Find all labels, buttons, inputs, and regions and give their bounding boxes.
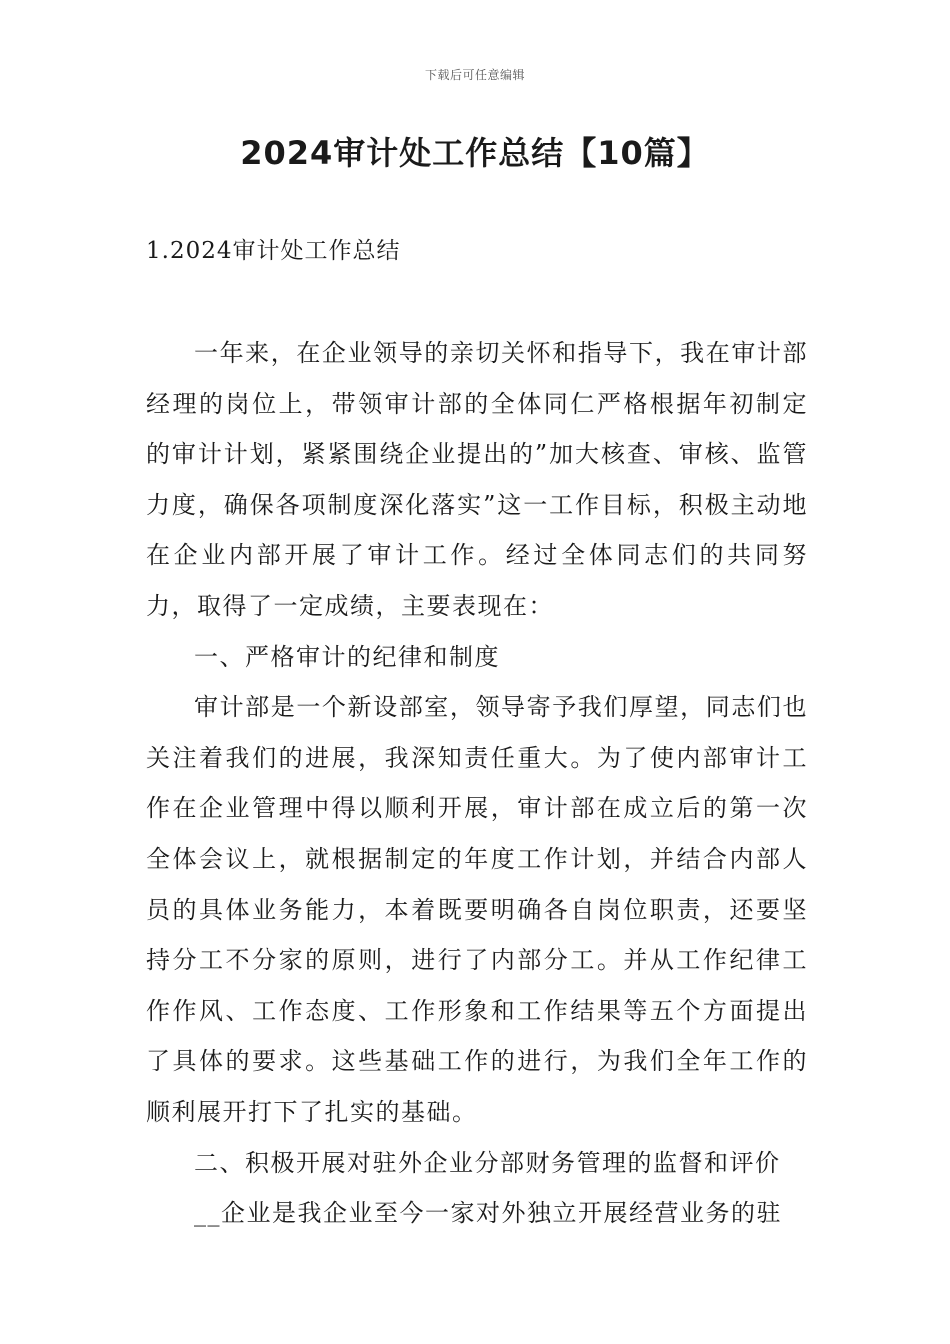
document-title: 2024审计处工作总结【10篇】: [240, 134, 710, 172]
subheading-supervision: 二、积极开展对驻外企业分部财务管理的监督和评价: [194, 1148, 781, 1177]
paragraph-discipline: 审计部是一个新设部室，领导寄予我们厚望，同志们也关注着我们的进展，我深知责任重大。为了使内部审计工作在企业管理中得以顺利开展，审计部在成立后的第一次全体会议上，就根据制定的年度工作计划，并结合内部人员的具体业务能力，本着既要明确各自岗位职责，还要坚持分工不分家的原则，进行了内部分工。并从工作纪律工作作风、工作态度、工作形象和工作结果等五个方面提出了具体的要求。这些基础工作的进行，为我们全年工作的顺利展开打下了扎实的基础。: [146, 693, 808, 1126]
section-heading: 1.2024审计处工作总结: [146, 238, 401, 264]
document-body: [146, 328, 808, 1239]
paragraph-supervision: __企业是我企业至今一家对外独立开展经营业务的驻: [194, 1199, 782, 1228]
header-note: 下载后可任意编辑: [424, 68, 525, 82]
subheading-discipline: 一、严格审计的纪律和制度: [194, 642, 500, 671]
paragraph-intro: 一年来，在企业领导的亲切关怀和指导下，我在审计部经理的岗位上，带领审计部的全体同仁严格根据年初制定的审计计划，紧紧围绕企业提出的”加大核查、审核、监管力度，确保各项制度深化落实”这一工作目标，积极主动地在企业内部开展了审计工作。经过全体同志们的共同努力，取得了一定成绩，主要表现在：: [146, 339, 808, 620]
